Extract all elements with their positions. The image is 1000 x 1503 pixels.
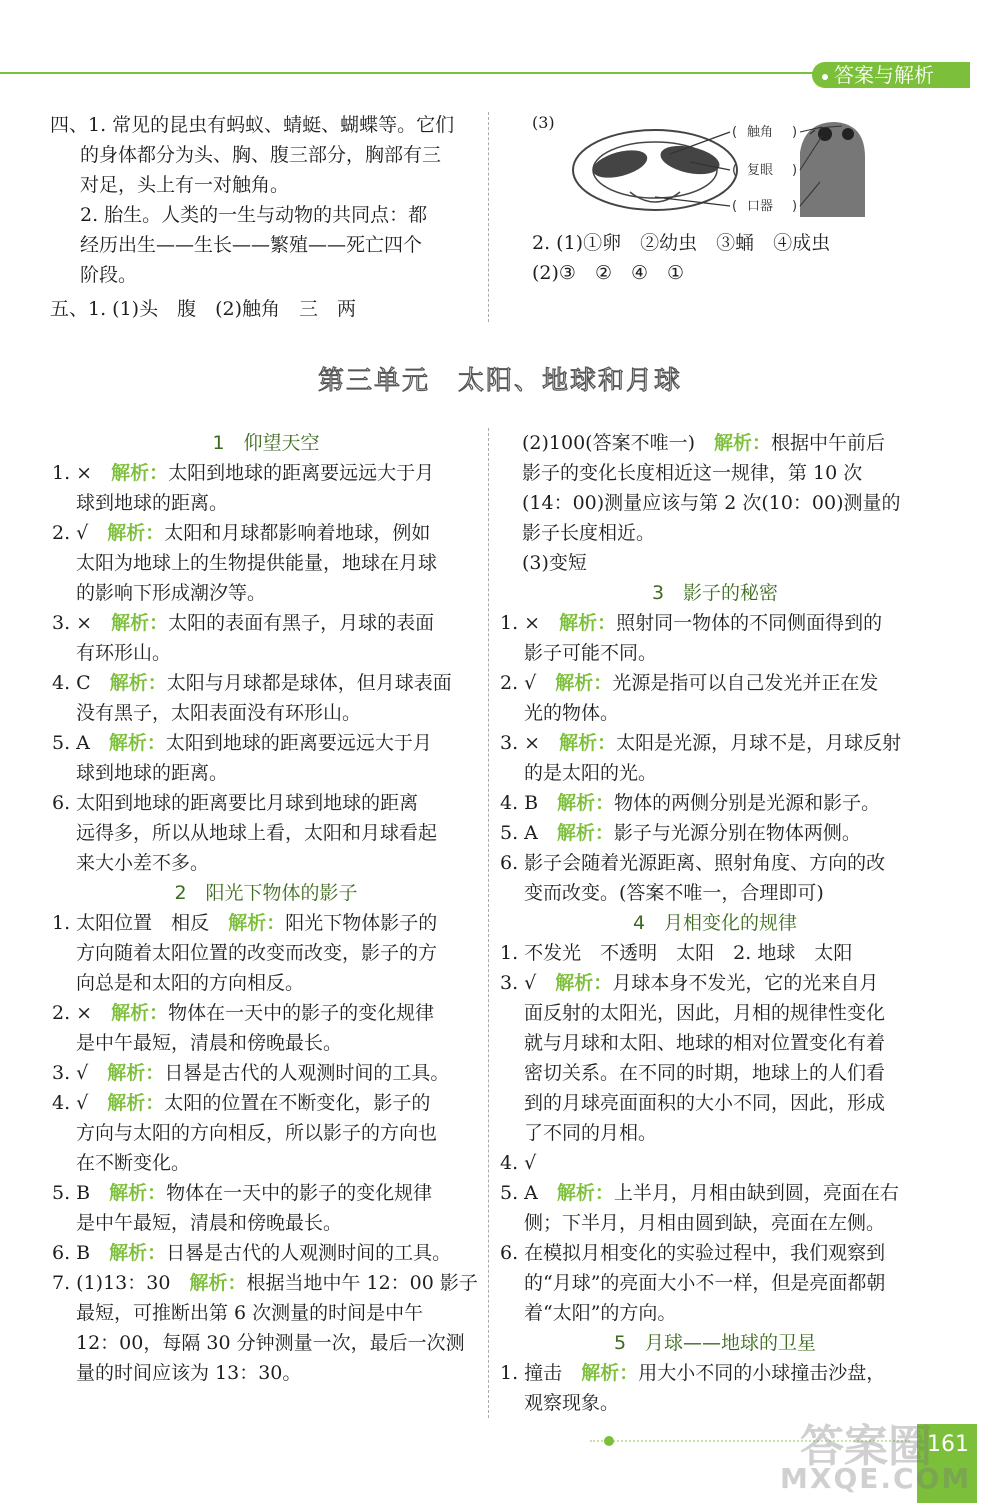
section-title: 1 仰望天空 bbox=[212, 432, 320, 454]
text-line: 远得多，所以从地球上看，太阳和月球看起 bbox=[76, 822, 438, 844]
header-title: 答案与解析 bbox=[834, 63, 934, 87]
answer-item: 5. A 解析：上半月，月相由缺到圆，亮面在右 bbox=[500, 1182, 899, 1204]
column-divider bbox=[488, 428, 489, 1418]
text-line: 面反射的太阳光，因此，月相的规律性变化 bbox=[524, 1002, 886, 1024]
text-line: 了不同的月相。 bbox=[524, 1122, 658, 1144]
svg-text:): ) bbox=[792, 125, 798, 140]
footer-dot bbox=[604, 1436, 614, 1446]
text-line: 球到地球的距离。 bbox=[76, 492, 229, 514]
figure-part-label: 触角 bbox=[747, 125, 774, 140]
unit-title: 第三单元 太阳、地球和月球 bbox=[317, 366, 682, 396]
svg-text:(: ( bbox=[732, 163, 738, 178]
answer-item: 3. × 解析：太阳的表面有黑子，月球的表面 bbox=[52, 612, 435, 634]
text-line: 影子的变化长度相近这一规律，第 10 次 bbox=[522, 462, 863, 484]
bullet-icon bbox=[822, 74, 828, 80]
text-line: (3)变短 bbox=[522, 552, 587, 574]
answer-item: 7. (1)13：30 解析：根据当地中午 12：00 影子 bbox=[52, 1272, 478, 1294]
answer-item: 2. √ 解析：光源是指可以自己发光并正在发 bbox=[500, 672, 879, 694]
text-line: 方向与太阳的方向相反，所以影子的方向也 bbox=[76, 1122, 438, 1144]
text-line: 2. 胎生。人类的一生与动物的共同点：都 bbox=[80, 204, 428, 226]
figure-label: (3) bbox=[532, 113, 555, 132]
text-line: 没有黑子，太阳表面没有环形山。 bbox=[76, 702, 362, 724]
answer-item: 2. × 解析：物体在一天中的影子的变化规律 bbox=[52, 1002, 435, 1024]
text-line: 对足，头上有一对触角。 bbox=[80, 174, 290, 196]
text-line: 太阳为地球上的生物提供能量，地球在月球 bbox=[76, 552, 438, 574]
text-line: 影子长度相近。 bbox=[522, 522, 656, 544]
svg-text:): ) bbox=[792, 199, 798, 214]
text-line: 方向随着太阳位置的改变而改变，影子的方 bbox=[76, 942, 438, 964]
text-line: 侧；下半月，月相由圆到缺，亮面在左侧。 bbox=[524, 1212, 886, 1234]
text-line: 的是太阳的光。 bbox=[524, 762, 658, 784]
top-left-block bbox=[50, 110, 480, 324]
section-title: 5 月球——地球的卫星 bbox=[613, 1332, 817, 1354]
answer-item: 5. B 解析：物体在一天中的影子的变化规律 bbox=[52, 1182, 433, 1204]
top-right-block bbox=[532, 228, 952, 288]
answer-item: 1. 不发光 不透明 太阳 2. 地球 太阳 bbox=[500, 942, 853, 964]
answer-item: 1. × 解析：太阳到地球的距离要远远大于月 bbox=[52, 462, 435, 484]
text-line: 五、1. (1)头 腹 (2)触角 三 两 bbox=[50, 298, 356, 320]
header-tab bbox=[812, 62, 970, 88]
text-line: 四、1. 常见的昆虫有蚂蚁、蜻蜓、蝴蝶等。它们 bbox=[50, 114, 455, 136]
text-line: 的影响下形成潮汐等。 bbox=[76, 582, 267, 604]
text-line: 光的物体。 bbox=[524, 702, 620, 724]
text-line: 着“太阳”的方向。 bbox=[524, 1302, 677, 1324]
right-column bbox=[500, 428, 930, 1418]
watermark-site: MXQE.COM bbox=[780, 1462, 972, 1495]
answer-item: 4. B 解析：物体的两侧分别是光源和影子。 bbox=[500, 792, 881, 814]
page-number: 161 bbox=[927, 1432, 969, 1457]
answer-item: (2)100(答案不唯一) 解析：根据中午前后 bbox=[522, 432, 886, 454]
text-line: 的身体都分为头、胸、腹三部分，胸部有三 bbox=[80, 144, 442, 166]
answer-item: 5. A 解析：太阳到地球的距离要远远大于月 bbox=[52, 732, 432, 754]
answer-item: 4. C 解析：太阳与月球都是球体，但月球表面 bbox=[52, 672, 452, 694]
section-title: 4 月相变化的规律 bbox=[632, 912, 798, 934]
text-line: 最短，可推断出第 6 次测量的时间是中午 bbox=[76, 1302, 424, 1324]
watermark-logo: 答案圈 bbox=[800, 1421, 932, 1472]
svg-text:(: ( bbox=[732, 199, 738, 214]
text-line: (14：00)测量应该与第 2 次(10：00)测量的 bbox=[522, 492, 901, 514]
answer-item: 1. × 解析：照射同一物体的不同侧面得到的 bbox=[500, 612, 883, 634]
answer-item: 6. B 解析：日晷是古代的人观测时间的工具。 bbox=[52, 1242, 452, 1264]
answer-item: 4. √ bbox=[500, 1152, 537, 1174]
text-line: 阶段。 bbox=[80, 264, 138, 286]
text-line: 是中午最短，清晨和傍晚最长。 bbox=[76, 1212, 343, 1234]
insect-head-figure bbox=[560, 112, 920, 222]
text-line: 球到地球的距离。 bbox=[76, 762, 229, 784]
answer-item: 5. A 解析：影子与光源分别在物体两侧。 bbox=[500, 822, 861, 844]
section-title: 2 阳光下物体的影子 bbox=[174, 882, 358, 904]
answer-item: 6. 太阳到地球的距离要比月球到地球的距离 bbox=[52, 792, 419, 814]
text-line: 向总是和太阳的方向相反。 bbox=[76, 972, 305, 994]
text-line: 有环形山。 bbox=[76, 642, 172, 664]
text-line: 来大小差不多。 bbox=[76, 852, 210, 874]
answer-item: 1. 太阳位置 相反 解析：阳光下物体影子的 bbox=[52, 912, 438, 934]
text-line: 就与月球和太阳、地球的相对位置变化有着 bbox=[524, 1032, 886, 1054]
answer-item: 6. 在模拟月相变化的实验过程中，我们观察到 bbox=[500, 1242, 886, 1264]
text-line: 密切关系。在不同的时期，地球上的人们看 bbox=[524, 1062, 886, 1084]
text-line: 在不断变化。 bbox=[76, 1152, 191, 1174]
text-line: 是中午最短，清晨和傍晚最长。 bbox=[76, 1032, 343, 1054]
text-line: 的“月球”的亮面大小不一样，但是亮面都朝 bbox=[524, 1272, 886, 1294]
text-line: 量的时间应该为 13：30。 bbox=[76, 1362, 302, 1384]
figure-part-label: 复眼 bbox=[747, 163, 774, 178]
answer-item: 3. × 解析：太阳是光源，月球不是，月球反射 bbox=[500, 732, 902, 754]
figure-part-label: 口器 bbox=[747, 199, 774, 214]
answer-item: 3. √ 解析：日晷是古代的人观测时间的工具。 bbox=[52, 1062, 450, 1084]
text-line: 经历出生——生长——繁殖——死亡四个 bbox=[80, 234, 423, 256]
text-line: 2. (1)①卵 ②幼虫 ③蛹 ④成虫 bbox=[532, 232, 831, 254]
text-line: (2)③ ② ④ ① bbox=[532, 262, 685, 284]
text-line: 到的月球亮面面积的大小不同，因此，形成 bbox=[524, 1092, 886, 1114]
svg-text:(: ( bbox=[732, 125, 738, 140]
answer-item: 6. 影子会随着光源距离、照射角度、方向的改 bbox=[500, 852, 886, 874]
section-title: 3 影子的秘密 bbox=[651, 582, 779, 604]
answer-item: 2. √ 解析：太阳和月球都影响着地球，例如 bbox=[52, 522, 431, 544]
svg-text:): ) bbox=[792, 163, 798, 178]
text-line: 12：00，每隔 30 分钟测量一次，最后一次测 bbox=[76, 1332, 465, 1354]
left-column bbox=[52, 428, 480, 1388]
answer-item: 1. 撞击 解析：用大小不同的小球撞击沙盘， bbox=[500, 1362, 886, 1384]
column-divider bbox=[488, 112, 489, 322]
answer-item: 3. √ 解析：月球本身不发光，它的光来自月 bbox=[500, 972, 879, 994]
text-line: 影子可能不同。 bbox=[524, 642, 658, 664]
text-line: 观察现象。 bbox=[524, 1392, 620, 1414]
answer-item: 4. √ 解析：太阳的位置在不断变化，影子的 bbox=[52, 1092, 431, 1114]
header-rule bbox=[0, 72, 815, 74]
text-line: 变而改变。(答案不唯一，合理即可) bbox=[524, 882, 824, 904]
